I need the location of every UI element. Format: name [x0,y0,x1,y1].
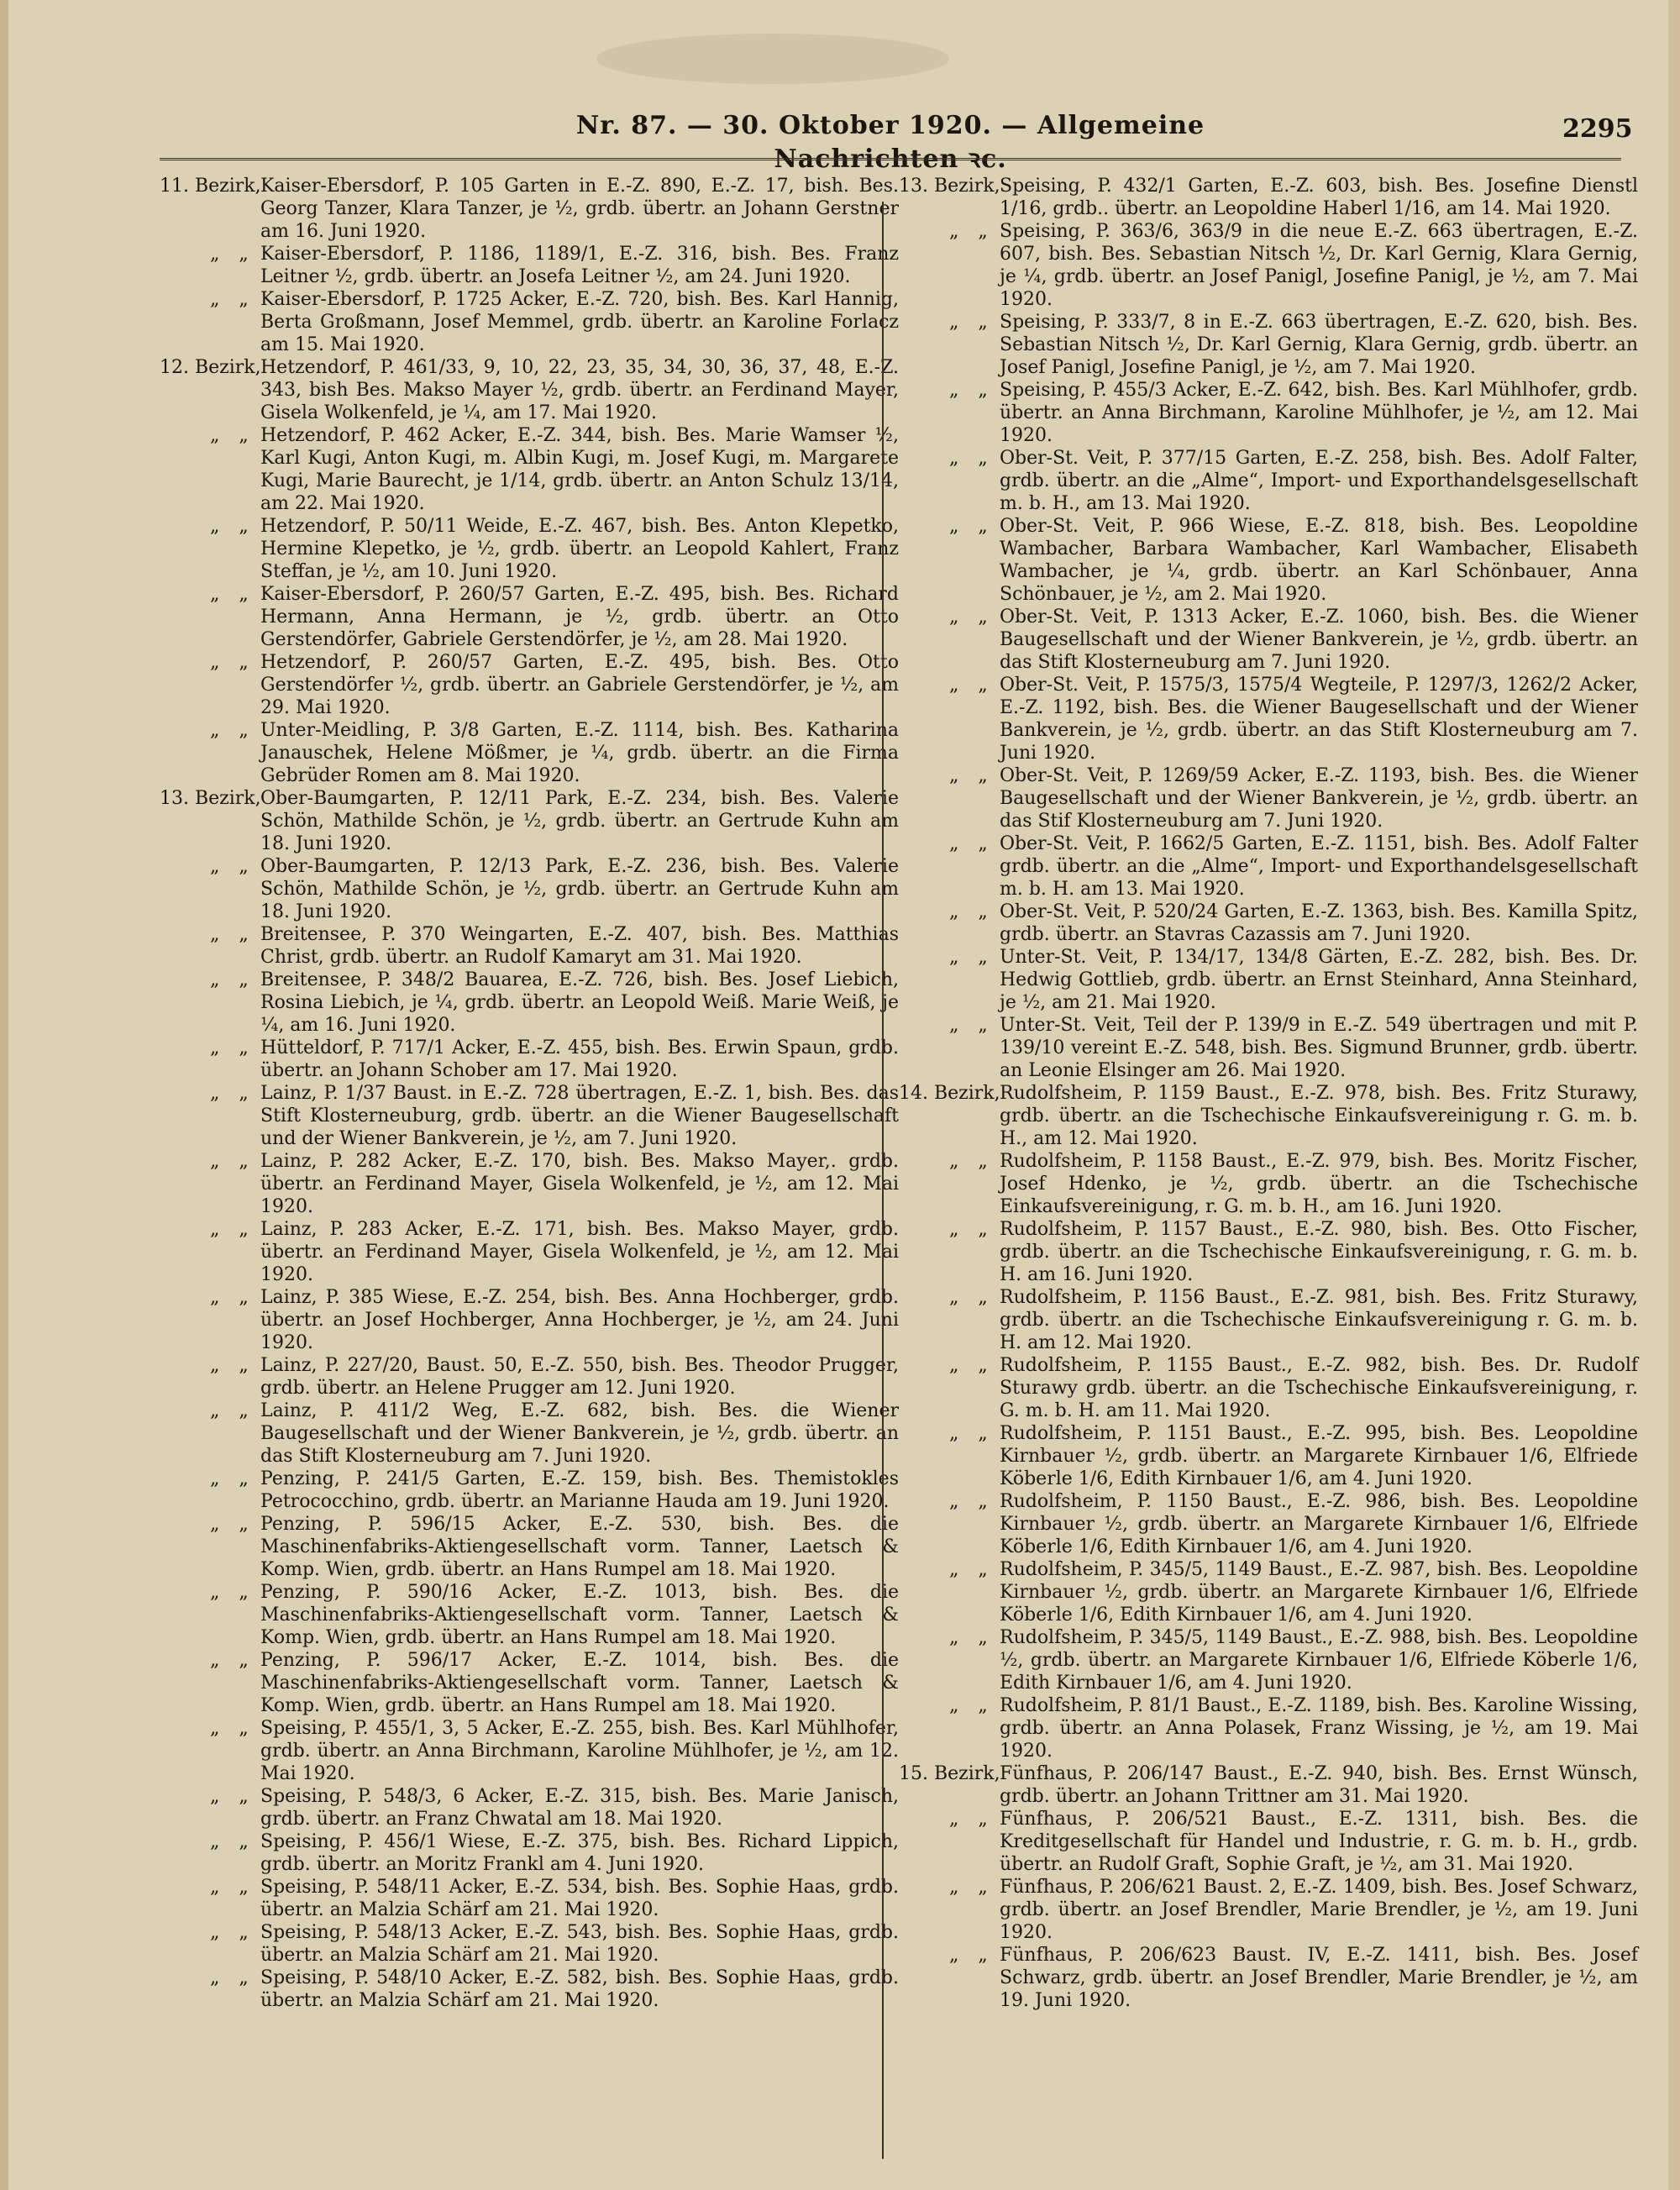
entry-text: Breitensee, P. 348/2 Bauarea, E.-Z. 726, bish. Bes. Josef Liebich, Rosina Liebich, je ¼, grdb. übertr. an Leopold Weiß. Marie Weiß, je ¼, am 16. Juni 1920. [260,969,899,1036]
register-entry [160,1876,899,1921]
register-entry [899,1150,1638,1218]
entry-district: „ „ [949,833,995,854]
entry-district: „ „ [949,1151,995,1172]
entry-text: Penzing, P. 241/5 Garten, E.-Z. 159, bish. Bes. Themistokles Petrococchino, grdb. übertr. an Marianne Hauda am 19. Juni 1920. [260,1468,899,1512]
entry-text: Fünfhaus, P. 206/521 Baust., E.-Z. 1311, bish. Bes. die Kreditgesellschaft für Handel und Industrie, r. G. m. b. H., grdb. übertr. an Rudolf Graft, Sophie Graft, je ½, am 31. Mai 1920. [1000,1809,1638,1875]
entry-text: Ober-St. Veit, P. 377/15 Garten, E.-Z. 258, bish. Bes. Adolf Falter, grdb. übertr. an die „Alme“, Import- und Exporthandelsgesellschaft m. b. H., am 13. Mai 1920. [1000,448,1638,514]
entry-text: Fünfhaus, P. 206/147 Baust., E.-Z. 940, bish. Bes. Ernst Wünsch, grdb. übertr. an Johann Trittner am 31. Mai 1920. [1000,1763,1638,1807]
entry-text: Ober-St. Veit, P. 1269/59 Acker, E.-Z. 1193, bish. Bes. die Wiener Baugesellschaft und der Wiener Bankverein, je ½, grdb. übertr. an das Stif Klosterneuburg am 7. Juni 1920. [1000,765,1638,832]
column-divider [882,202,884,2159]
entry-text: Lainz, P. 385 Wiese, E.-Z. 254, bish. Bes. Anna Hochberger, grdb. übertr. an Josef Hochberger, Anna Hochberger, je ½, am 24. Juni 1920. [260,1287,899,1353]
register-entry [160,424,899,515]
entry-text: Rudolfsheim, P. 1158 Baust., E.-Z. 979, bish. Bes. Moritz Fischer, Josef Hdenko, je ½, grdb. übertr. an die Tschechische Einkaufsvereinigung, r. G. m. b. H., am 16. Juni 1920. [1000,1151,1638,1217]
entry-text: Hetzendorf, P. 461/33, 9, 10, 22, 23, 35, 34, 30, 36, 37, 48, E.-Z. 343, bish Bes. Makso Mayer ½, grdb. übertr. an Ferdinand Mayer, Gisela Wolkenfeld, je ¼, am 17. Mai 1920. [260,357,899,423]
entry-text: Penzing, P. 596/15 Acker, E.-Z. 530, bish. Bes. die Maschinenfabriks-Aktiengesellschaft vorm. Tanner, Laetsch & Komp. Wien, grdb. übertr. an Hans Rumpel am 18. Mai 1920. [260,1514,899,1580]
register-entry [160,1218,899,1286]
entry-text: Kaiser-Ebersdorf, P. 260/57 Garten, E.-Z. 495, bish. Bes. Richard Hermann, Anna Hermann, je ½, grdb. übertr. an Otto Gerstendörfer, Gabriele Gerstendörfer, je ½, am 28. Mai 1920. [260,584,899,650]
entry-text: Speising, P. 456/1 Wiese, E.-Z. 375, bish. Bes. Richard Lippich, grdb. übertr. an Moritz Frankl am 4. Juni 1920. [260,1831,899,1875]
entry-text: Hetzendorf, P. 50/11 Weide, E.-Z. 467, bish. Bes. Anton Klepetko, Hermine Klepetko, je ½, grdb. übertr. an Leopold Kahlert, Franz Steffan, je ½, am 10. Juni 1920. [260,516,899,582]
entry-district: „ „ [949,1559,995,1580]
register-entry [160,288,899,356]
register-entry [160,1581,899,1649]
entry-text: Speising, P. 455/1, 3, 5 Acker, E.-Z. 255, bish. Bes. Karl Mühlhofer, grdb. übertr. an Anna Birchmann, Karoline Mühlhofer, je ½, am 12. Mai 1920. [260,1718,899,1784]
entry-text: Rudolfsheim, P. 81/1 Baust., E.-Z. 1189, bish. Bes. Karoline Wissing, grdb. übertr. an Anna Polasek, Franz Wissing, je ½, am 19. Mai 1920. [1000,1695,1638,1762]
entry-district: „ „ [210,289,255,310]
entry-text: Lainz, P. 227/20, Baust. 50, E.-Z. 550, bish. Bes. Theodor Prugger, grdb. übertr. an Helene Prugger am 12. Juni 1920. [260,1355,899,1399]
entry-text: Fünfhaus, P. 206/621 Baust. 2, E.-Z. 1409, bish. Bes. Josef Schwarz, grdb. übertr. an Josef Brendler, Marie Brendler, je ½, am 19. Juni 1920. [1000,1877,1638,1943]
register-entry [899,1014,1638,1082]
register-entry [899,764,1638,832]
register-entry [160,1354,899,1400]
entry-text: Unter-St. Veit, P. 134/17, 134/8 Gärten, E.-Z. 282, bish. Bes. Dr. Hedwig Gottlieb, grdb. übertr. an Ernst Steinhard, Anna Steinhard, je ½, am 21. Mai 1920. [1000,947,1638,1013]
register-entry [899,1286,1638,1354]
entry-district: „ „ [949,901,995,922]
entry-text: Unter-Meidling, P. 3/8 Garten, E.-Z. 1114, bish. Bes. Katharina Janauschek, Helene Mößmer, je ¼, grdb. übertr. an die Firma Gebrüder Romen am 8. Mai 1920. [260,720,899,786]
header-title: Nr. 87. — 30. Oktober 1920. — Allgemeine Nachrichten ꝛc. [575,111,1205,174]
register-entry [160,1717,899,1785]
header-rule [160,158,1621,160]
entry-district: „ „ [210,1400,255,1421]
register-entry [899,1808,1638,1876]
entry-district: „ „ [949,1945,995,1966]
register-entry [899,311,1638,379]
entry-district: „ „ [210,1037,255,1058]
entry-text: Hetzendorf, P. 462 Acker, E.-Z. 344, bish. Bes. Marie Wamser ½, Karl Kugi, Anton Kugi, m. Albin Kugi, m. Josef Kugi, m. Margarete Kugi, Marie Baurecht, je 1/14, grdb. übertr. an Anton Schulz 13/14, am 22. Mai 1920. [260,425,899,514]
register-entry [899,1944,1638,2012]
register-entry [899,606,1638,674]
entry-district: „ „ [949,448,995,469]
register-entry [899,1762,1638,1808]
entry-district: „ „ [210,425,255,446]
register-entry [899,1422,1638,1490]
register-entry [160,1037,899,1082]
entry-district: „ „ [210,969,255,990]
entry-text: Rudolfsheim, P. 1156 Baust., E.-Z. 981, bish. Bes. Fritz Sturawy, grdb. übertr. an die Tschechische Einkaufsvereinigung r. G. m. b. H. am 12. Mai 1920. [1000,1287,1638,1353]
entry-district: „ „ [210,1355,255,1376]
register-entry [899,220,1638,311]
entry-district: „ „ [949,1355,995,1376]
entry-district: 14. Bezirk, [899,1083,1000,1104]
register-entry [160,1286,899,1354]
entry-text: Lainz, P. 1/37 Baust. in E.-Z. 728 übertragen, E.-Z. 1, bish. Bes. das Stift Klosterneuburg, grdb. übertr. an die Wiener Baugesellschaft und der Wiener Bankverein, je ½, am 7. Juni 1920. [260,1083,899,1149]
entry-district: „ „ [949,947,995,968]
entry-district: „ „ [949,1219,995,1240]
entry-text: Rudolfsheim, P. 1157 Baust., E.-Z. 980, bish. Bes. Otto Fischer, grdb. übertr. an die Tschechische Einkaufsvereinigung, r. G. m. b. H. am 16. Juni 1920. [1000,1219,1638,1285]
register-entry [899,1218,1638,1286]
register-entry [899,447,1638,515]
entry-text: Rudolfsheim, P. 1150 Baust., E.-Z. 986, bish. Bes. Leopoldine Kirnbauer ½, grdb. übertr. an Margarete Kirnbauer 1/6, Elfriede Köberle 1/6, Edith Kirnbauer 1/6, am 4. Juni 1920. [1000,1491,1638,1557]
entry-district: „ „ [949,516,995,537]
entry-district: „ „ [949,765,995,786]
entry-text: Speising, P. 548/10 Acker, E.-Z. 582, bish. Bes. Sophie Haas, grdb. übertr. an Malzia Schärf am 21. Mai 1920. [260,1967,899,2011]
entry-text: Unter-St. Veit, Teil der P. 139/9 in E.-Z. 549 übertragen und mit P. 139/10 vereint E.-Z. 548, bish. Bes. Sigmund Brunner, grdb. übertr. an Leonie Elsinger am 26. Mai 1920. [1000,1015,1638,1081]
entry-district: „ „ [210,1922,255,1943]
entry-text: Ober-St. Veit, P. 1575/3, 1575/4 Wegteile, P. 1297/3, 1262/2 Acker, E.-Z. 1192, bish. Bes. die Wiener Baugesellschaft und der Wiener Bankverein, je ½, grdb. übertr. an das Stift Klosterneuburg am 7. Juni 1920. [1000,675,1638,764]
register-entry [899,901,1638,946]
entry-district: „ „ [949,1877,995,1898]
register-entry [160,1967,899,2012]
entry-text: Rudolfsheim, P. 1159 Baust., E.-Z. 978, bish. Bes. Fritz Sturawy, grdb. übertr. an die Tschechische Einkaufsvereinigung r. G. m. b. H., am 12. Mai 1920. [1000,1083,1638,1149]
entry-text: Speising, P. 363/6, 363/9 in die neue E.-Z. 663 übertragen, E.-Z. 607, bish. Bes. Sebastian Nitsch ½, Dr. Karl Gernig, Klara Gernig, je ¼, grdb. übertr. an Josef Panigl, Josefine Panigl, je ½, am 7. Mai 1920. [1000,221,1638,310]
entry-district: „ „ [210,1650,255,1671]
entry-district: „ „ [210,1083,255,1104]
register-entry [899,832,1638,901]
entry-district: 11. Bezirk, [160,176,261,197]
entry-text: Ober-St. Veit, P. 520/24 Garten, E.-Z. 1363, bish. Bes. Kamilla Spitz, grdb. übertr. an Stavras Cazassis am 7. Juni 1920. [1000,901,1638,945]
entry-district: „ „ [210,1831,255,1852]
entry-text: Lainz, P. 283 Acker, E.-Z. 171, bish. Bes. Makso Mayer, grdb. übertr. an Ferdinand Mayer, Gisela Wolkenfeld, je ½, am 12. Mai 1920. [260,1219,899,1285]
entry-text: Fünfhaus, P. 206/623 Baust. IV, E.-Z. 1411, bish. Bes. Josef Schwarz, grdb. übertr. an Josef Brendler, Marie Brendler, je ½, am 19. Juni 1920. [1000,1945,1638,2011]
entry-district: „ „ [949,675,995,696]
register-entry [160,1513,899,1581]
entry-district: „ „ [210,1514,255,1535]
entry-text: Lainz, P. 282 Acker, E.-Z. 170, bish. Bes. Makso Mayer,. grdb. übertr. an Ferdinand Mayer, Gisela Wolkenfeld, je ½, am 12. Mai 1920. [260,1151,899,1217]
entry-district: „ „ [949,1423,995,1444]
entry-text: Penzing, P. 596/17 Acker, E.-Z. 1014, bish. Bes. die Maschinenfabriks-Aktiengesellschaft vorm. Tanner, Laetsch & Komp. Wien, grdb. übertr. an Hans Rumpel am 18. Mai 1920. [260,1650,899,1716]
entry-district: „ „ [210,1151,255,1172]
entry-district: „ „ [210,652,255,673]
register-entry [899,515,1638,606]
entry-text: Breitensee, P. 370 Weingarten, E.-Z. 407, bish. Bes. Matthias Christ, grdb. übertr. an Rudolf Kamaryt am 31. Mai 1920. [260,924,899,968]
entry-text: Speising, P. 548/3, 6 Acker, E.-Z. 315, bish. Bes. Marie Janisch, grdb. übertr. an Franz Chwatal am 18. Mai 1920. [260,1786,899,1830]
register-entry [160,356,899,424]
entry-text: Kaiser-Ebersdorf, P. 1186, 1189/1, E.-Z. 316, bish. Bes. Franz Leitner ½, grdb. übertr. an Josefa Leitner ½, am 24. Juni 1920. [260,244,899,287]
register-entry [899,1626,1638,1694]
entry-district: „ „ [949,312,995,333]
entry-district: „ „ [210,1718,255,1739]
entry-district: „ „ [949,1287,995,1308]
entry-district: 12. Bezirk, [160,357,261,378]
register-entry [160,1400,899,1468]
register-entry [160,1150,899,1218]
entry-text: Ober-St. Veit, P. 1662/5 Garten, E.-Z. 1151, bish. Bes. Adolf Falter grdb. übertr. an die „Alme“, Import- und Exporthandelsgesellschaft m. b. H. am 13. Mai 1920. [1000,833,1638,900]
entry-text: Rudolfsheim, P. 1151 Baust., E.-Z. 995, bish. Bes. Leopoldine Kirnbauer ½, grdb. übertr. an Margarete Kirnbauer 1/6, Elfriede Köberle 1/6, Edith Kirnbauer 1/6, am 4. Juni 1920. [1000,1423,1638,1489]
entry-text: Speising, P. 455/3 Acker, E.-Z. 642, bish. Bes. Karl Mühlhofer, grdb. übertr. an Anna Birchmann, Karoline Mühlhofer, je ½, am 12. Mai 1920. [1000,380,1638,446]
entry-district: „ „ [949,380,995,401]
entry-district: „ „ [949,1695,995,1716]
register-entry [160,175,899,243]
entry-text: Penzing, P. 590/16 Acker, E.-Z. 1013, bish. Bes. die Maschinenfabriks-Aktiengesellschaft vorm. Tanner, Laetsch & Komp. Wien, grdb. übertr. an Hans Rumpel am 18. Mai 1920. [260,1582,899,1648]
entry-district: „ „ [210,720,255,741]
register-entry [160,923,899,969]
entry-text: Ober-St. Veit, P. 966 Wiese, E.-Z. 818, bish. Bes. Leopoldine Wambacher, Barbara Wambacher, Karl Wambacher, Elisabeth Wambacher, je ¼, grdb. übertr. an Karl Schönbauer, Anna Schönbauer, je ½, am 2. Mai 1920. [1000,516,1638,605]
register-entry [160,1830,899,1876]
left-column [160,175,899,2012]
entry-district: „ „ [210,1219,255,1240]
entry-text: Rudolfsheim, P. 345/5, 1149 Baust., E.-Z. 988, bish. Bes. Leopoldine ½, grdb. übertr. an Margarete Kirnbauer 1/6, Elfriede Köberle 1/6, Edith Kirnbauer 1/6, am 4. Juni 1920. [1000,1627,1638,1694]
entry-text: Speising, P. 432/1 Garten, E.-Z. 603, bish. Bes. Josefine Dienstl 1/16, grdb.. übertr. an Leopoldine Haberl 1/16, am 14. Mai 1920. [1000,176,1638,219]
register-entry [899,1558,1638,1626]
entry-district: „ „ [949,607,995,628]
register-entry [160,969,899,1037]
entry-district: „ „ [210,1786,255,1807]
entry-text: Hütteldorf, P. 717/1 Acker, E.-Z. 455, bish. Bes. Erwin Spaun, grdb. übertr. an Johann Schober am 17. Mai 1920. [260,1037,899,1081]
entry-text: Ober-St. Veit, P. 1313 Acker, E.-Z. 1060, bish. Bes. die Wiener Baugesellschaft und der Wiener Bankverein, je ½, grdb. übertr. an das Stift Klosterneuburg am 7. Juni 1920. [1000,607,1638,673]
register-entry [899,175,1638,220]
entry-text: Kaiser-Ebersdorf, P. 1725 Acker, E.-Z. 720, bish. Bes. Karl Hannig, Berta Großmann, Josef Memmel, grdb. übertr. an Karoline Forlacz am 15. Mai 1920. [260,289,899,355]
entry-district: „ „ [210,1468,255,1489]
register-entry [899,946,1638,1014]
entry-district: „ „ [210,516,255,537]
entry-text: Lainz, P. 411/2 Weg, E.-Z. 682, bish. Bes. die Wiener Baugesellschaft und der Wiener Bankverein, je ½, grdb. übertr. an das Stift Klosterneuburg am 7. Juni 1920. [260,1400,899,1467]
register-entry [160,1921,899,1967]
entry-text: Rudolfsheim, P. 345/5, 1149 Baust., E.-Z. 987, bish. Bes. Leopoldine Kirnbauer ½, grdb. übertr. an Margarete Kirnbauer 1/6, Elfriede Köberle 1/6, Edith Kirnbauer 1/6, am 4. Juni 1920. [1000,1559,1638,1625]
entry-district: 15. Bezirk, [899,1763,1000,1784]
entry-text: Speising, P. 333/7, 8 in E.-Z. 663 übertragen, E.-Z. 620, bish. Bes. Sebastian Nitsch ½, Dr. Karl Gernig, Klara Gernig, grdb. übertr. an Josef Panigl, Josefine Panigl, je ½, am 7. Mai 1920. [1000,312,1638,378]
register-entry [160,651,899,719]
register-entry [160,855,899,923]
entry-text: Ober-Baumgarten, P. 12/11 Park, E.-Z. 234, bish. Bes. Valerie Schön, Mathilde Schön, je ½, grdb. übertr. an Gertrude Kuhn am 18. Juni 1920. [260,788,899,854]
entry-text: Rudolfsheim, P. 1155 Baust., E.-Z. 982, bish. Bes. Dr. Rudolf Sturawy grdb. übertr. an die Tschechische Einkaufsvereinigung, r. G. m. b. H. am 11. Mai 1920. [1000,1355,1638,1421]
register-entry [899,1354,1638,1422]
entry-text: Speising, P. 548/11 Acker, E.-Z. 534, bish. Bes. Sophie Haas, grdb. übertr. an Malzia Schärf am 21. Mai 1920. [260,1877,899,1920]
register-entry [160,719,899,787]
register-entry [160,515,899,583]
page-header [8,111,1680,174]
entry-district: „ „ [949,1627,995,1648]
entry-text: Kaiser-Ebersdorf, P. 105 Garten in E.-Z. 890, E.-Z. 17, bish. Bes. Georg Tanzer, Klara Tanzer, je ½, grdb. übertr. an Johann Gerstner am 16. Juni 1920. [260,176,899,242]
page-number: 2295 [1562,114,1633,144]
register-entry [160,243,899,288]
entry-district: „ „ [210,244,255,265]
entry-text: Speising, P. 548/13 Acker, E.-Z. 543, bish. Bes. Sophie Haas, grdb. übertr. an Malzia Schärf am 21. Mai 1920. [260,1922,899,1966]
right-column [899,175,1638,2012]
register-entry [160,1082,899,1150]
entry-district: „ „ [210,924,255,945]
register-entry [899,1490,1638,1558]
entry-district: „ „ [949,221,995,242]
entry-district: 13. Bezirk, [160,788,261,809]
entry-text: Ober-Baumgarten, P. 12/13 Park, E.-Z. 236, bish. Bes. Valerie Schön, Mathilde Schön, je ½, grdb. übertr. an Gertrude Kuhn am 18. Juni 1920. [260,856,899,922]
register-entry [899,379,1638,447]
entry-district: „ „ [949,1491,995,1512]
register-entry [899,1876,1638,1944]
register-entry [160,583,899,651]
register-entry [899,1082,1638,1150]
register-entry [160,1785,899,1830]
entry-district: „ „ [210,856,255,877]
register-entry [160,1468,899,1513]
register-entry [899,674,1638,764]
entry-district: „ „ [210,1287,255,1308]
register-entry [160,1649,899,1717]
entry-district: „ „ [949,1809,995,1830]
register-entry [899,1694,1638,1762]
entry-district: „ „ [210,1877,255,1898]
paper-stain [596,34,949,84]
register-entry [160,787,899,855]
entry-district: „ „ [210,1582,255,1603]
entry-district: „ „ [949,1015,995,1036]
entry-district: „ „ [210,1967,255,1988]
entry-district: „ „ [210,584,255,605]
entry-district: 13. Bezirk, [899,176,1000,197]
entry-text: Hetzendorf, P. 260/57 Garten, E.-Z. 495, bish. Bes. Otto Gerstendörfer ½, grdb. übertr. an Gabriele Gerstendörfer, je ½, am 29. Mai 1920. [260,652,899,718]
